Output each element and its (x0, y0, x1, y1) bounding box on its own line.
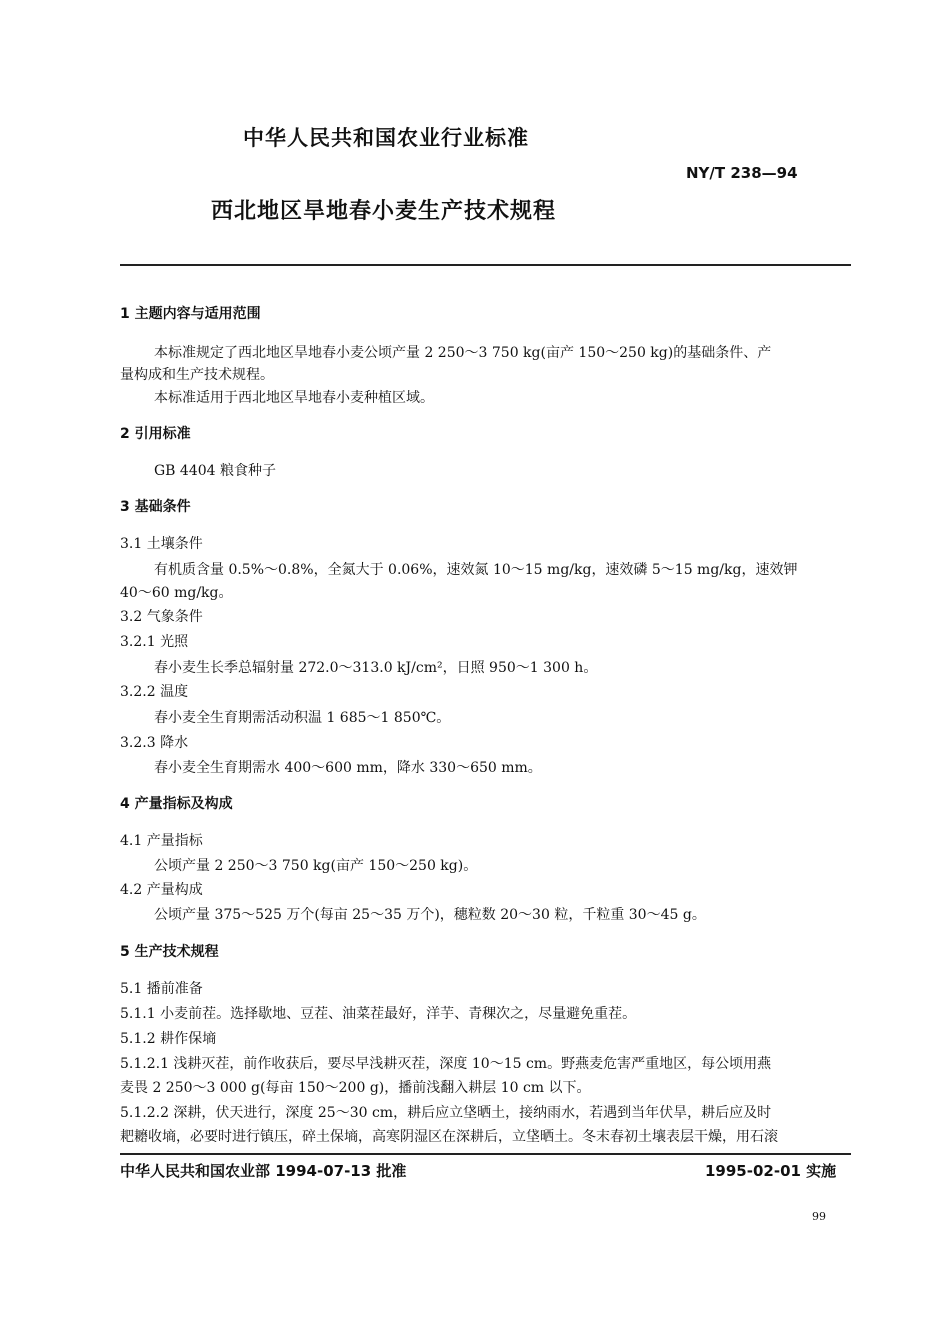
yield-target: 公顷产量 2 250～3 750 kg(亩产 150～250 kg)。 (154, 858, 478, 874)
subsection-3-2: 3.2 气象条件 (120, 609, 203, 625)
subsection-3-2-3: 3.2.3 降水 (120, 735, 189, 751)
subsection-3-2-2: 3.2.2 温度 (120, 684, 189, 700)
subsection-3-1: 3.1 土壤条件 (120, 536, 203, 552)
subsection-5-1: 5.1 播前准备 (120, 981, 203, 997)
yield-composition: 公顷产量 375～525 万个(每亩 25～35 万个)，穗粒数 20～30 粒，千粒重 30～45 g。 (154, 907, 706, 923)
subsection-5-1-1: 5.1.1 小麦前茬。选择歇地、豆茬、油菜茬最好，洋芋、青稞次之，尽量避免重茬。 (120, 1006, 637, 1022)
precipitation-conditions: 春小麦全生育期需水 400～600 mm，降水 330～650 mm。 (154, 760, 542, 776)
page-number: 99 (812, 1210, 826, 1223)
approval-note: 中华人民共和国农业部 1994-07-13 批准 (120, 1162, 407, 1180)
subsection-5-1-2: 5.1.2 耕作保墒 (120, 1031, 217, 1047)
section-2-heading: 2 引用标准 (120, 426, 191, 442)
subsection-5-1-2-2-line-a: 5.1.2.2 深耕，伏天进行，深度 25～30 cm，耕后应立垡晒土，接纳雨水，若遇到当年伏旱，耕后应及时 (120, 1105, 772, 1121)
section-1-paragraph-2: 本标准适用于西北地区旱地春小麦种植区域。 (154, 390, 434, 406)
header-rule (120, 264, 851, 266)
temperature-conditions: 春小麦全生育期需活动积温 1 685～1 850℃。 (154, 710, 451, 726)
soil-conditions-line-b: 40～60 mg/kg。 (120, 585, 233, 601)
subsection-5-1-2-1-line-b: 麦畏 2 250～3 000 g(每亩 150～200 g)，播前浅翻入耕层 10 cm 以下。 (120, 1080, 591, 1096)
referenced-standard: GB 4404 粮食种子 (154, 463, 277, 479)
light-conditions: 春小麦生长季总辐射量 272.0～313.0 kJ/cm²，日照 950～1 300 h。 (154, 660, 598, 676)
subsection-4-2: 4.2 产量构成 (120, 882, 203, 898)
subsection-5-1-2-2-line-b: 耙耱收墒，必要时进行镇压，碎土保墒，高寒阴湿区在深耕后，立垡晒土。冬末春初土壤表层干燥，用石滚 (120, 1129, 778, 1145)
section-4-heading: 4 产量指标及构成 (120, 796, 233, 812)
section-1-paragraph-1a: 本标准规定了西北地区旱地春小麦公顷产量 2 250～3 750 kg(亩产 150～250 kg)的基础条件、产 (154, 345, 772, 361)
subsection-4-1: 4.1 产量指标 (120, 833, 203, 849)
footer-rule (120, 1153, 851, 1155)
section-3-heading: 3 基础条件 (120, 499, 191, 515)
section-1-paragraph-1b: 量构成和生产技术规程。 (120, 367, 274, 383)
section-1-heading: 1 主题内容与适用范围 (120, 306, 261, 322)
section-5-heading: 5 生产技术规程 (120, 944, 219, 960)
document-title: 西北地区旱地春小麦生产技术规程 (211, 199, 557, 224)
subsection-3-2-1: 3.2.1 光照 (120, 634, 189, 650)
soil-conditions-line-a: 有机质含量 0.5%～0.8%，全氮大于 0.06%，速效氮 10～15 mg/kg，速效磷 5～15 mg/kg，速效钾 (154, 562, 798, 578)
publisher-heading: 中华人民共和国农业行业标准 (243, 126, 529, 150)
standard-code: NY/T 238—94 (686, 164, 798, 182)
implementation-date: 1995-02-01 实施 (705, 1162, 837, 1180)
subsection-5-1-2-1-line-a: 5.1.2.1 浅耕灭茬，前作收获后，要尽早浅耕灭茬，深度 10～15 cm。野燕麦危害严重地区，每公顷用燕 (120, 1056, 772, 1072)
